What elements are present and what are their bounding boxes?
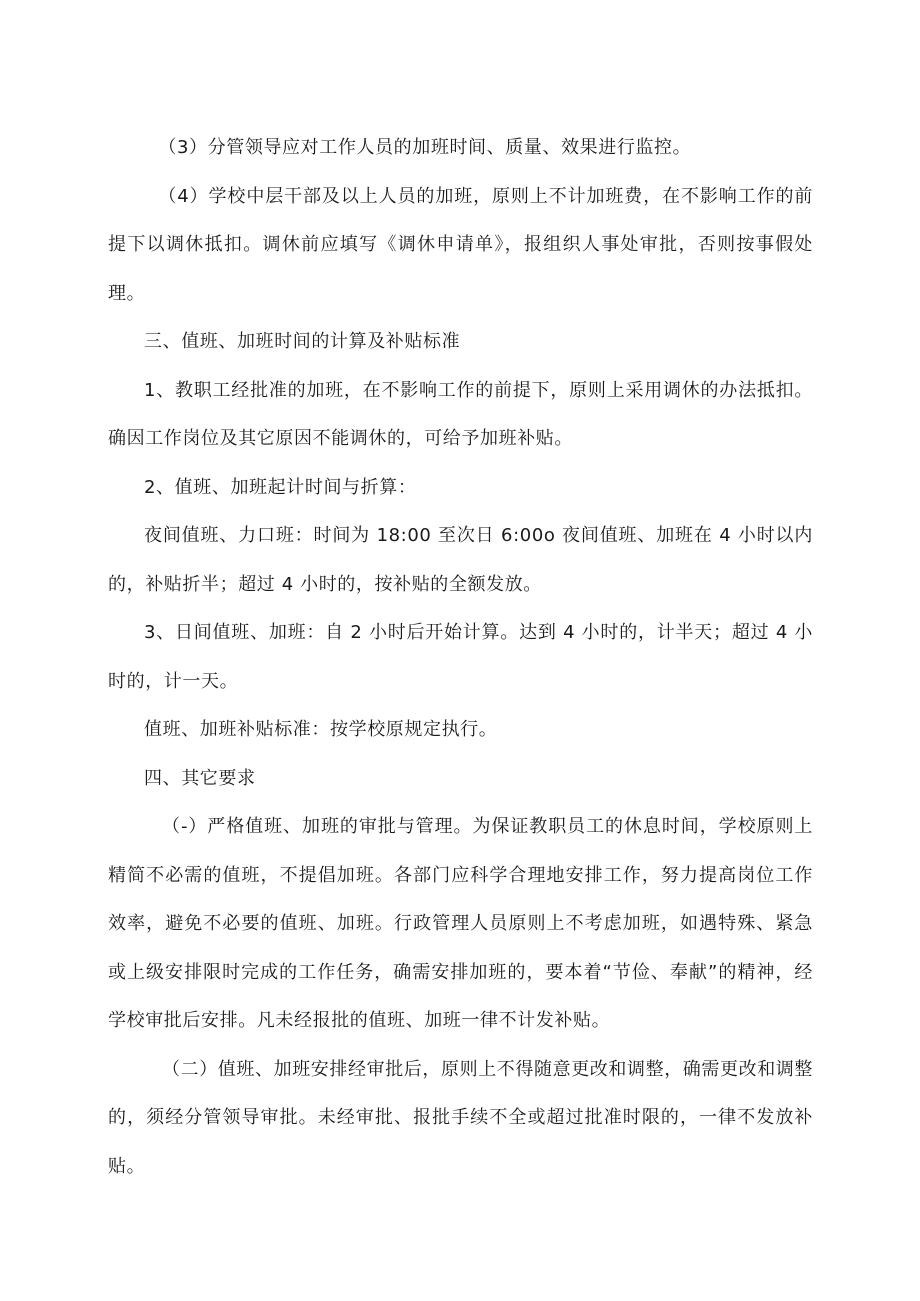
document-body [108, 124, 813, 1191]
paragraph-supervision: （3）分管领导应对工作人员的加班时间、质量、效果进行监控。 [158, 137, 692, 158]
section-heading-3: 三、值班、加班时间的计算及补贴标准 [144, 331, 461, 352]
paragraph-item-1: 1、教职工经批准的加班，在不影响工作的前提下，原则上采用调休的办法抵扣。确因工作岗位及其它原因不能调休的，可给予加班补贴。 [108, 379, 813, 449]
paragraph-middle-cadre-overtime: （4）学校中层干部及以上人员的加班，原则上不计加班费，在不影响工作的前提下以调休抵扣。调休前应填写《调休申请单》，报组织人事处审批，否则按事假处理。 [108, 185, 813, 304]
section-heading-4: 四、其它要求 [144, 767, 256, 789]
paragraph-item-3: 3、日间值班、加班：自 2 小时后开始计算。达到 4 小时的，计半天；超过 4 小时的，计一天。 [108, 622, 813, 692]
paragraph-item-2: 2、值班、加班起计时间与折算： [144, 476, 417, 498]
paragraph-requirement-1: （-）严格值班、加班的审批与管理。为保证教职员工的休息时间，学校原则上精简不必需的值班，不提倡加班。各部门应科学合理地安排工作，努力提高岗位工作效率，避免不必要的值班、加班。行政管理人员原则上不考虑加班，如遇特殊、紧急或上级安排限时完成的工作任务，确需安排加班的，要本着“节俭、奉献”的精神，经学校审批后安排。凡未经报批的值班、加班一律不计发补贴。 [108, 816, 813, 1031]
paragraph-night-duty: 夜间值班、力口班：时间为 18:00 至次日 6:00o 夜间值班、加班在 4 小时以内的，补贴折半；超过 4 小时的，按补贴的全额发放。 [108, 525, 813, 595]
paragraph-requirement-2: （二）值班、加班安排经审批后，原则上不得随意更改和调整，确需更改和调整的，须经分管领导审批。未经审批、报批手续不全或超过批准时限的，一律不发放补贴。 [108, 1058, 813, 1177]
paragraph-subsidy-standard: 值班、加班补贴标准：按学校原规定执行。 [144, 719, 498, 740]
